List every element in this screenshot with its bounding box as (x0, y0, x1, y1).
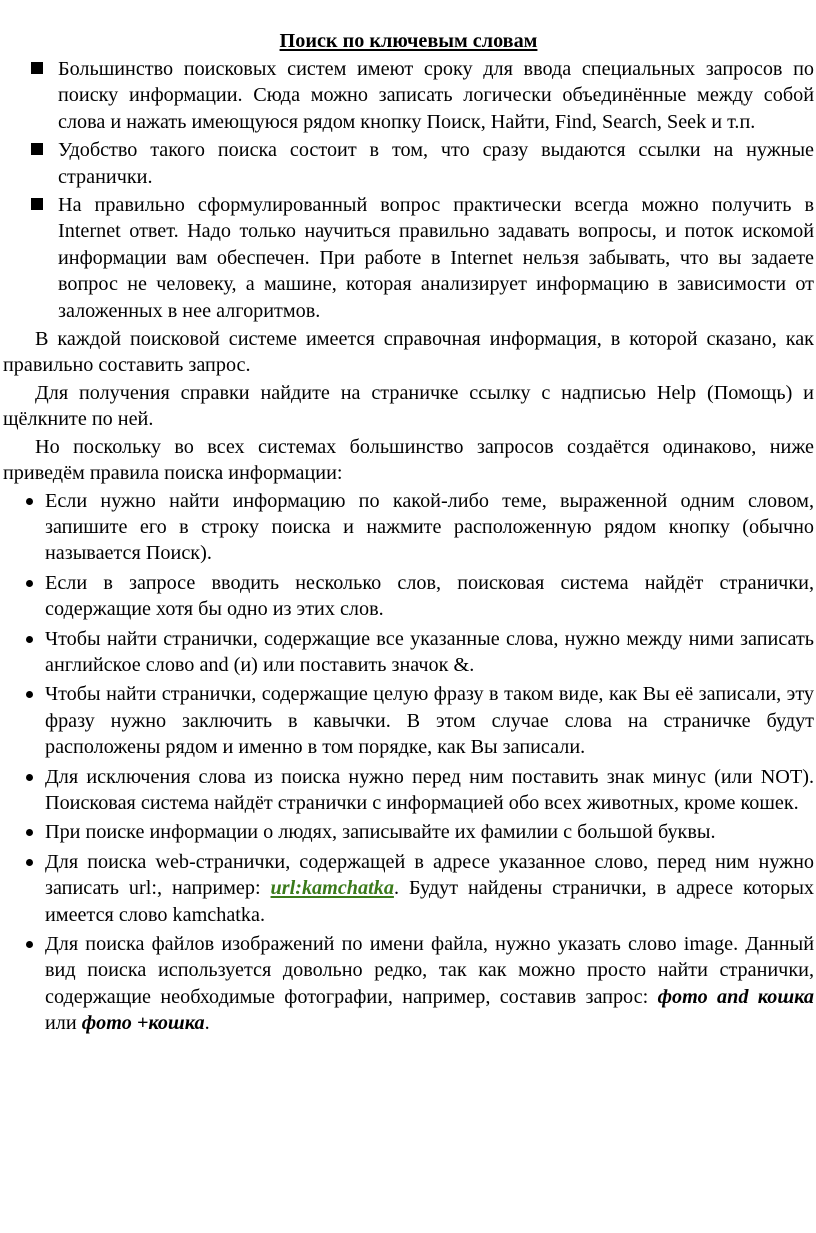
bullet-icon (26, 580, 33, 587)
page-title: Поиск по ключевым словам (279, 30, 538, 52)
list-item-text: Чтобы найти странички, содержащие все указанные слова, нужно между ними записать английское слово and (и) или поставить значок &. (45, 627, 814, 676)
list-item-text: Большинство поисковых систем имеют сроку для ввода специальных запросов по поиску информации. Сюда можно записать логически объединённые между собой слова и нажать имеющуюся рядом кнопку Поиск, Найти, Find, Search, Seek и т.п. (58, 58, 814, 133)
bullet-icon (26, 941, 33, 948)
rule-url-before: Для поиска web-странички, содержащей в адресе указанное слово, перед ним нужно записать url:, например: (45, 850, 814, 900)
list-item (3, 570, 814, 623)
bullet-icon (26, 498, 33, 505)
list-item (3, 849, 814, 928)
rule-image-before: Для поиска файлов изображений по имени файла, нужно указать слово image. Данный вид поиска используется довольно редко, так как можно просто найти странички, содержащие необходимые фотографии, например, составив запрос: (45, 933, 814, 1008)
list-item (3, 681, 814, 760)
query-example-and: фото and кошка (657, 985, 814, 1008)
document-page (0, 28, 816, 1040)
list-item (3, 931, 814, 1037)
paragraph-help-info: В каждой поисковой системе имеется справочная информация, в которой сказано, как правильно составить запрос. (3, 328, 814, 377)
list-item-text: Если в запросе вводить несколько слов, поисковая система найдёт странички, содержащие хотя бы одно из этих слов. (45, 571, 814, 621)
paragraph-help-link: Для получения справки найдите на страничке ссылку с надписью Help (Помощь) и щёлкните по ней. (3, 381, 814, 431)
intro-list (3, 56, 814, 324)
bullet-icon (26, 829, 33, 836)
bullet-icon (26, 691, 33, 698)
square-bullet-icon (31, 143, 43, 155)
bullet-icon (26, 859, 33, 866)
list-item (3, 764, 814, 817)
rule-url-after: . Будут найдены странички, в адресе которых имеется слово kamchatka. (45, 877, 814, 926)
list-item (3, 488, 814, 567)
rules-list (3, 488, 814, 1037)
list-item-text: Если нужно найти информацию по какой-либо теме, выраженной одним словом, запишите его в строку поиска и нажмите расположенную рядом кнопку (обычно называется Поиск). (45, 489, 814, 565)
square-bullet-icon (31, 62, 43, 74)
list-item (3, 192, 814, 324)
bullet-icon (26, 774, 33, 781)
list-item-text: На правильно сформулированный вопрос практически всегда можно получить в Internet ответ. Надо только научиться правильно задавать вопросы, и поток искомой информации вам обеспечен. При работе в Internet нельзя забывать, что вы задаете вопрос не человеку, а машине, которая анализирует информацию в зависимости от заложенных в нее алгоритмов. (58, 194, 814, 322)
bullet-icon (26, 636, 33, 643)
list-item-text: Удобство такого поиска состоит в том, что сразу выдаются ссылки на нужные странички. (58, 139, 814, 188)
list-item-text: При поиске информации о людях, записывайте их фамилии с большой буквы. (45, 821, 716, 844)
list-item (3, 819, 814, 845)
list-item (3, 56, 814, 135)
list-item-text: Чтобы найти странички, содержащие целую фразу в таком виде, как Вы её записали, эту фразу нужно заключить в кавычки. В этом случае слова на страничке будут расположены рядом и именно в том порядке, как Вы записали. (45, 683, 814, 759)
list-item (3, 626, 814, 679)
rule-image-middle: или (45, 1012, 82, 1035)
list-item-text: Для исключения слова из поиска нужно перед ним поставить знак минус (или NOT). Поисковая система найдёт странички с информацией обо всех животных, кроме кошек. (45, 765, 814, 814)
url-example-link[interactable]: url:kamchatka (270, 877, 394, 900)
query-example-plus: фото +кошка (81, 1012, 205, 1035)
paragraph-rules-intro: Но поскольку во всех системах большинство запросов создаётся одинаково, ниже приведём правила поиска информации: (3, 435, 814, 485)
square-bullet-icon (31, 198, 43, 210)
list-item (3, 137, 814, 190)
rule-image-end: . (204, 1012, 210, 1035)
